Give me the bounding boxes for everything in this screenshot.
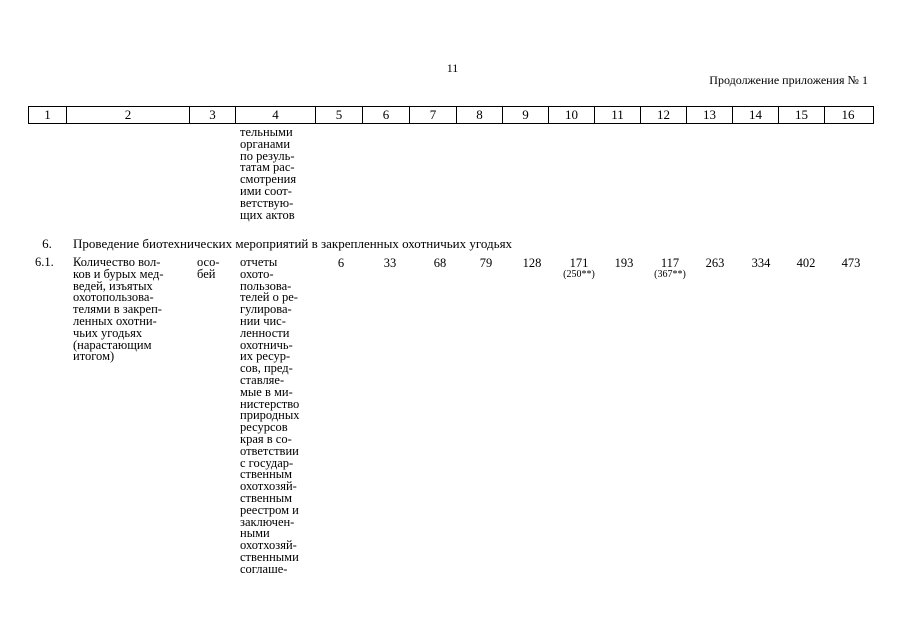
section-number: 6. [42,236,52,251]
row-indicator: Количество вол- ков и бурых мед- ведей, изъятых охотопользова- телями в закреп- ленных охотни- чьих угодьях (нарастающим итогом) [73,255,164,364]
header-col-12: 12 [641,107,687,123]
value-col-11: 193 [614,256,634,270]
value-col-6: 33 [383,256,397,270]
value-col-15: 402 [796,256,816,270]
value-col-5: 6 [337,256,345,270]
value-col-9: 128 [522,256,542,270]
continuation-label: Продолжение приложения № 1 [709,73,868,87]
header-col-5: 5 [316,107,363,123]
header-col-13: 13 [687,107,733,123]
value-col-7: 68 [433,256,447,270]
value-col-10: 171 [569,256,589,270]
header-col-8: 8 [457,107,503,123]
row-source: отчеты охото- пользова- телей о ре- гулирова- нии чис- ленности охотничь- их ресур- сов, пред- ставляе- мые в ми- нистерство природных ресурсов края в со- ответствии с государ- ственным охотхозяй- ственным реестром и заключен- ными охотхозяй- ственными соглаше- [240,255,300,576]
header-col-3: 3 [190,107,236,123]
header-col-16: 16 [841,107,855,122]
value-col-12-note: (367**) [654,269,686,280]
header-col-6: 6 [363,107,410,123]
header-col-11: 11 [595,107,641,123]
header-col-15: 15 [779,107,825,123]
header-col-2: 2 [67,107,190,123]
header-col-4: 4 [236,107,316,123]
page-number: 11 [446,61,459,75]
header-col-1: 1 [29,107,67,123]
section-title: Проведение биотехнических мероприятий в закрепленных охотничьих угодьях [73,236,513,251]
header-col-10: 10 [549,107,595,123]
value-col-10-note: (250**) [563,269,595,280]
header-col-7: 7 [410,107,457,123]
row-unit: осо- бей [197,255,220,281]
value-col-12: 117 [660,256,680,270]
table-header-row [28,106,874,124]
row-number: 6.1. [35,255,54,269]
header-col-9: 9 [503,107,549,123]
value-col-8: 79 [479,256,493,270]
header-col-14: 14 [733,107,779,123]
carryover-source-text: тельными органами по резуль- татам рас- смотрения ими соот- ветствую- щих актов [240,125,297,222]
value-col-13: 263 [705,256,725,270]
value-col-14: 334 [751,256,771,270]
value-col-16: 473 [841,256,861,270]
